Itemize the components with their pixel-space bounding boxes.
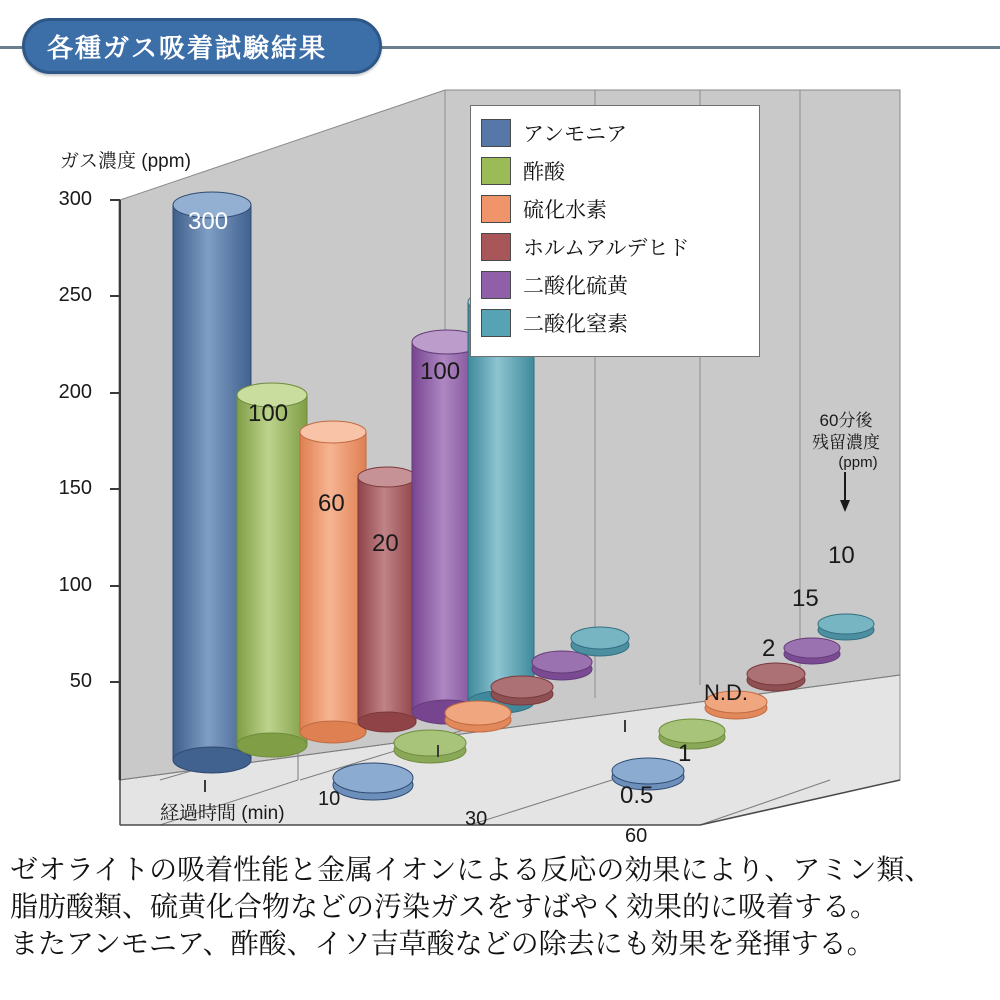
legend-label-acetic: 酢酸: [523, 161, 565, 184]
legend-label-formaldehyde: ホルムアルデヒド: [523, 237, 690, 260]
bar-h2s-10: [300, 421, 366, 743]
label-acetic-10: 100: [248, 400, 289, 427]
legend-label-h2s: 硫化水素: [523, 199, 607, 222]
caption-line-1: ゼオライトの吸着性能と金属イオンによる反応の効果により、アミン類、: [10, 854, 933, 885]
label-ammonia-10: 300: [188, 208, 229, 235]
legend-swatch-so2: [481, 271, 511, 299]
legend-swatch-acetic: [481, 157, 511, 185]
bar-acetic-10: [237, 383, 307, 757]
legend-label-ammonia: アンモニア: [523, 123, 628, 146]
legend-swatch-no2: [481, 309, 511, 337]
legend-item-h2s: [481, 190, 749, 228]
residual-note-line2: 残留濃度: [812, 433, 880, 452]
label-so2-60: 15: [792, 585, 819, 612]
bar-formaldehyde-10: [358, 467, 416, 732]
legend-swatch-h2s: [481, 195, 511, 223]
legend-swatch-formaldehyde: [481, 233, 511, 261]
legend-item-no2: [481, 304, 749, 342]
label-formaldehyde-10: 20: [372, 530, 399, 557]
title-badge: [22, 18, 382, 74]
legend-label-so2: 二酸化硫黄: [523, 275, 628, 298]
legend-item-acetic: [481, 152, 749, 190]
label-h2s-60: N.D.: [704, 680, 748, 705]
x-tick-10: 10: [318, 788, 341, 810]
x-axis-title: 経過時間 (min): [160, 803, 285, 824]
caption-line-3: またアンモニア、酢酸、イソ吉草酸などの除去にも効果を発揮する。: [10, 927, 875, 959]
y-tick-300: 300: [58, 188, 92, 210]
y-tick-150: 150: [58, 477, 92, 499]
x-tick-60: 60: [625, 825, 648, 847]
label-acetic-60: 1: [678, 740, 692, 767]
label-ammonia-60: 0.5: [620, 782, 654, 809]
y-axis-title: ガス濃度 (ppm): [60, 151, 191, 172]
residual-note-line1: 60分後: [819, 411, 873, 430]
legend-item-ammonia: [481, 114, 749, 152]
chart-container: [0, 80, 1000, 850]
legend-label-no2: 二酸化窒素: [523, 313, 628, 336]
legend-item-so2: [481, 266, 749, 304]
x-tick-30: 30: [465, 808, 488, 830]
legend-item-formaldehyde: [481, 228, 749, 266]
label-no2-60: 10: [828, 542, 855, 569]
label-h2s-10: 60: [318, 490, 345, 517]
y-tick-100: 100: [58, 574, 92, 596]
y-tick-50: 50: [69, 670, 92, 692]
title-badge-label: 各種ガス吸着試験結果: [47, 32, 328, 63]
legend-swatch-ammonia: [481, 119, 511, 147]
caption-line-2: 脂肪酸類、硫黄化合物などの汚染ガスをすばやく効果的に吸着する。: [10, 890, 879, 922]
y-tick-250: 250: [58, 284, 92, 306]
chart-legend: [470, 105, 760, 357]
label-formaldehyde-60: 2: [762, 635, 776, 662]
label-so2-10: 100: [420, 358, 461, 385]
residual-note-unit: (ppm): [838, 454, 878, 471]
y-tick-200: 200: [58, 381, 92, 403]
caption-block: [10, 852, 995, 963]
